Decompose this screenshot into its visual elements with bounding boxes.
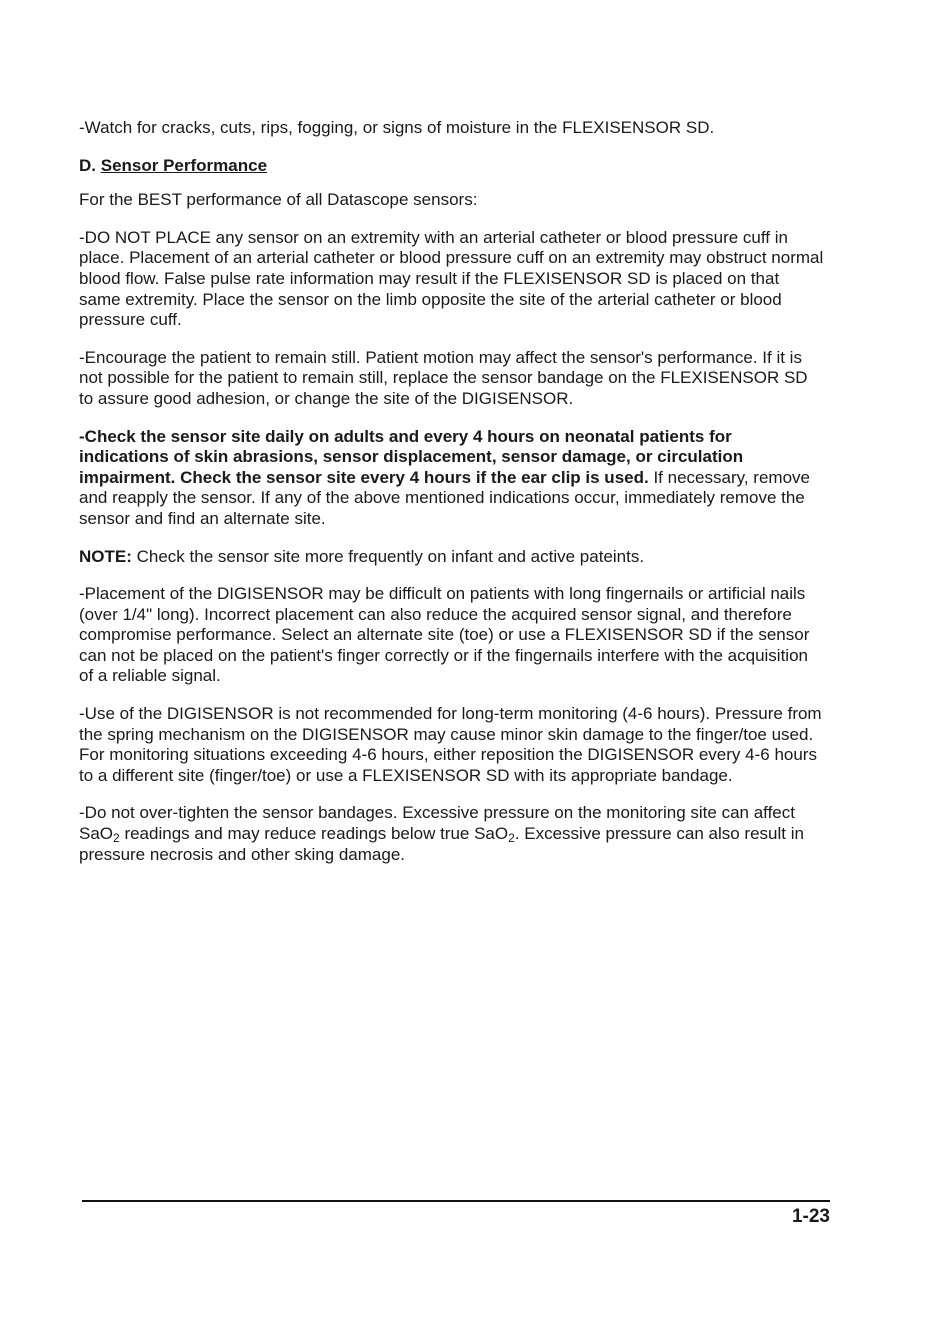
- note-label: NOTE:: [79, 546, 132, 566]
- footer-rule: [82, 1200, 830, 1202]
- watch-paragraph: -Watch for cracks, cuts, rips, fogging, or signs of moisture in the FLEXISENSOR SD.: [79, 118, 715, 137]
- bandage-text-a: -Do not over-tighten the sensor bandages. Excessive pressure on the monitoring site can affect SaO: [79, 803, 795, 844]
- section-title: Sensor Performance: [100, 155, 268, 175]
- bandage-text-c: . Excessive pressure can also result in pressure necrosis and other sking damage.: [79, 824, 804, 864]
- motion-paragraph: -Encourage the patient to remain still. Patient motion may affect the sensor's performance. If it is not possible for the patient to remain still, replace the sensor bandage on the FLEXISENSOR SD to assure good adhesion, or change the site of the DIGISENSOR.: [79, 347, 808, 408]
- page-content: [79, 118, 824, 882]
- section-letter: D.: [79, 155, 96, 175]
- check-site-instructions: If necessary, remove and reapply the sensor. If any of the above mentioned indications occur, immediately remove the sensor and find an alternate site.: [79, 467, 810, 528]
- bandage-paragraph: [79, 803, 824, 865]
- note-text: Check the sensor site more frequently on infant and active pateints.: [136, 546, 645, 566]
- intro-paragraph: For the BEST performance of all Datascope sensors:: [79, 190, 478, 210]
- check-site-warning: -Check the sensor site daily on adults and every 4 hours on neonatal patients for indications of skin abrasions, sensor displacement, sensor damage, or circulation impairment. Check the sensor site every 4 hours if the ear clip is used.: [79, 426, 744, 487]
- long-term-paragraph: -Use of the DIGISENSOR is not recommended for long-term monitoring (4-6 hours). Pressure from the spring mechanism on the DIGISENSOR may cause minor skin damage to the finger/toe used. For monitoring situations exceeding 4-6 hours, either reposition the DIGISENSOR every 4-6 hours to a different site (finger/toe) or use a FLEXISENSOR SD with its appropriate bandage.: [79, 704, 822, 785]
- section-heading: [79, 156, 824, 177]
- subscript-2: 2: [508, 831, 515, 846]
- check-site-paragraph: [79, 427, 824, 530]
- subscript-2: 2: [113, 831, 120, 846]
- fingernails-paragraph: -Placement of the DIGISENSOR may be difficult on patients with long fingernails or artificial nails (over 1/4" long). Incorrect placement can also reduce the acquired sensor signal, and therefore compromise performance. Select an alternate site (toe) or use a FLEXISENSOR SD if the sensor can not be placed on the patient's finger correctly or if the fingernails interfere with the acquisition of a reliable signal.: [79, 584, 810, 686]
- placement-paragraph: -DO NOT PLACE any sensor on an extremity with an arterial catheter or blood pressure cuff in place. Placement of an arterial catheter or blood pressure cuff on an extremity may obstruct normal blood flow. False pulse rate information may result if the FLEXISENSOR SD is placed on that same extremity. Place the sensor on the limb opposite the site of the arterial catheter or blood pressure cuff.: [79, 227, 824, 330]
- page-number: 1-23: [791, 1206, 830, 1227]
- note-paragraph: [79, 547, 824, 568]
- bandage-text-b: readings and may reduce readings below true SaO: [119, 824, 509, 844]
